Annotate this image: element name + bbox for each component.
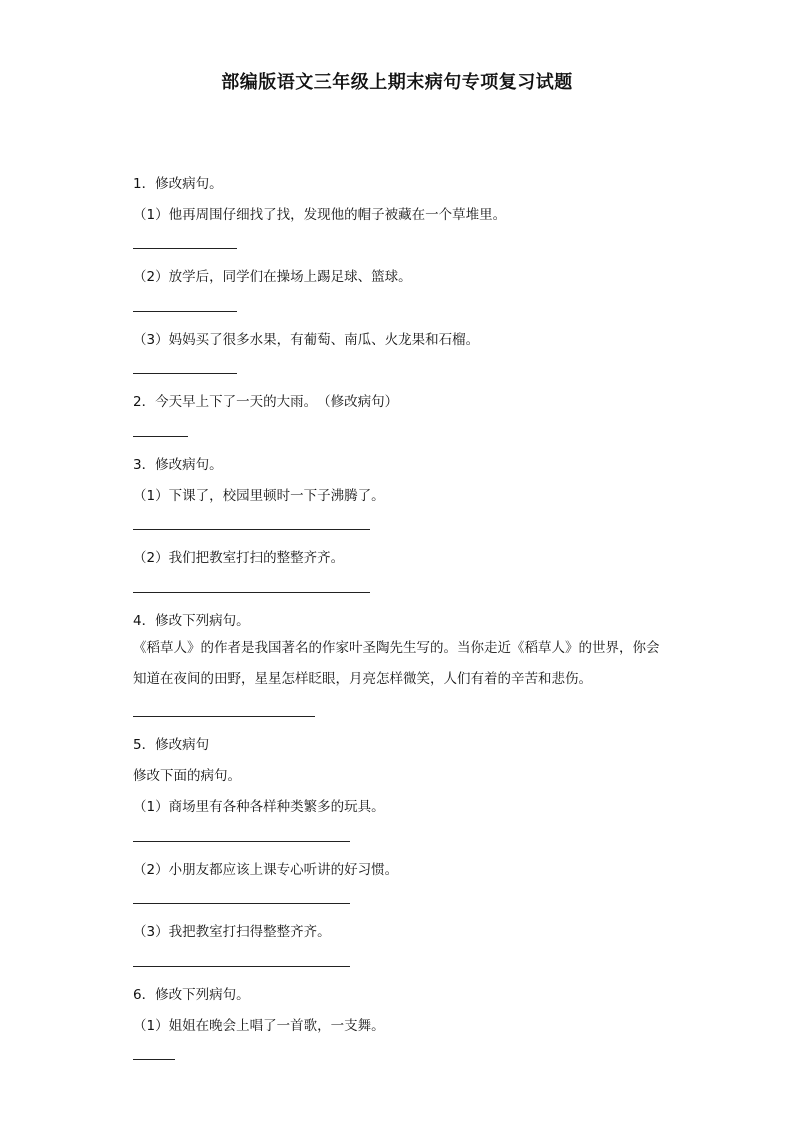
answer-blank-6-1[interactable] xyxy=(133,1059,175,1060)
answer-blank-3-1[interactable] xyxy=(133,529,370,530)
page-title: 部编版语文三年级上期末病句专项复习试题 xyxy=(221,72,573,93)
answer-blank-1-1[interactable] xyxy=(133,248,237,249)
question-2-heading: 2．今天早上下了一天的大雨。 （修改病句） xyxy=(133,394,399,410)
answer-blank-2[interactable] xyxy=(133,436,188,437)
answer-blank-4[interactable] xyxy=(133,716,315,717)
question-5-subheading: 修改下面的病句。 xyxy=(133,768,241,784)
question-1-heading: 1．修改病句。 xyxy=(133,176,223,192)
question-5-item-3: （3）我把教室打扫得整整齐齐。 xyxy=(133,924,331,940)
question-1-item-3: （3）妈妈买了很多水果，有葡萄、南瓜、火龙果和石榴。 xyxy=(133,332,480,348)
question-3-heading: 3．修改病句。 xyxy=(133,457,223,473)
question-1-item-2: （2）放学后，同学们在操场上踢足球、篮球。 xyxy=(133,269,412,285)
question-5-item-1: （1）商场里有各种各样种类繁多的玩具。 xyxy=(133,799,385,815)
answer-blank-3-2[interactable] xyxy=(133,592,370,593)
answer-blank-5-2[interactable] xyxy=(133,903,350,904)
question-6-heading: 6．修改下列病句。 xyxy=(133,987,250,1003)
answer-blank-5-1[interactable] xyxy=(133,841,350,842)
question-6-item-1: （1）姐姐在晚会上唱了一首歌，一支舞。 xyxy=(133,1018,385,1034)
question-3-item-2: （2）我们把教室打扫的整整齐齐。 xyxy=(133,550,345,566)
question-5-heading: 5．修改病句 xyxy=(133,737,210,753)
answer-blank-1-2[interactable] xyxy=(133,311,237,312)
question-4-heading: 4．修改下列病句。 xyxy=(133,613,250,629)
question-1-item-1: （1）他再周围仔细找了找，发现他的帽子被藏在一个草堆里。 xyxy=(133,207,507,223)
answer-blank-1-3[interactable] xyxy=(133,373,237,374)
question-5-item-2: （2）小朋友都应该上课专心听讲的好习惯。 xyxy=(133,862,399,878)
question-4-body: 《稻草人》的作者是我国著名的作家叶圣陶先生写的。当你走近《稻草人》的世界，你会知道在夜间的田野，星星怎样眨眼，月亮怎样微笑，人们有着的辛苦和悲伤。 xyxy=(133,640,660,687)
question-3-item-1: （1）下课了，校园里顿时一下子沸腾了。 xyxy=(133,488,385,504)
answer-blank-5-3[interactable] xyxy=(133,966,350,967)
